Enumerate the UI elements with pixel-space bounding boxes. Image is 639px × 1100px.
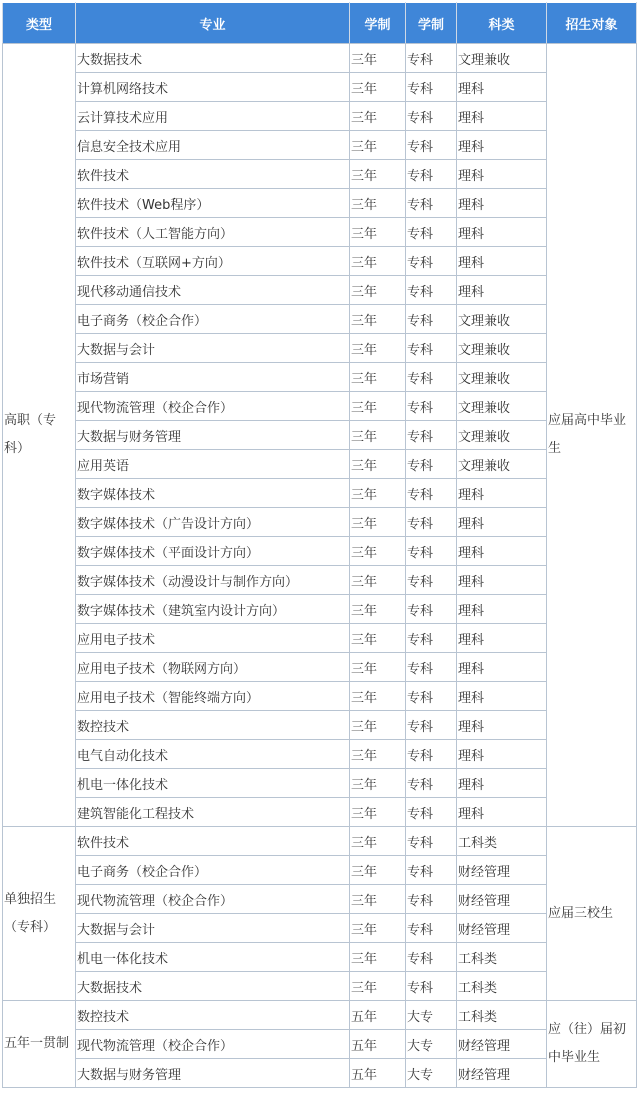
duration-cell: 三年: [350, 943, 406, 972]
major-cell: 软件技术: [76, 827, 350, 856]
header-type: 类型: [3, 3, 76, 44]
table-row: [3, 131, 637, 160]
duration-cell: 五年: [350, 1001, 406, 1030]
level-cell: 专科: [406, 914, 457, 943]
table-row: [3, 595, 637, 624]
major-cell: 现代移动通信技术: [76, 276, 350, 305]
duration-cell: 三年: [350, 334, 406, 363]
level-cell: 专科: [406, 450, 457, 479]
table-row: [3, 160, 637, 189]
major-cell: 大数据与会计: [76, 914, 350, 943]
category-cell: 理科: [457, 276, 547, 305]
category-cell: 文理兼收: [457, 305, 547, 334]
duration-cell: 三年: [350, 305, 406, 334]
major-cell: 应用电子技术（智能终端方向）: [76, 682, 350, 711]
category-cell: 理科: [457, 798, 547, 827]
major-cell: 大数据与会计: [76, 334, 350, 363]
duration-cell: 三年: [350, 479, 406, 508]
major-cell: 大数据与财务管理: [76, 421, 350, 450]
major-cell: 软件技术（人工智能方向）: [76, 218, 350, 247]
category-cell: 理科: [457, 740, 547, 769]
category-cell: 工科类: [457, 827, 547, 856]
major-cell: 建筑智能化工程技术: [76, 798, 350, 827]
category-cell: 理科: [457, 769, 547, 798]
category-cell: 财经管理: [457, 914, 547, 943]
category-cell: 理科: [457, 73, 547, 102]
duration-cell: 三年: [350, 44, 406, 73]
table-row: [3, 885, 637, 914]
major-cell: 云计算技术应用: [76, 102, 350, 131]
duration-cell: 三年: [350, 421, 406, 450]
group-target-cell: 应届高中毕业生: [547, 44, 637, 827]
duration-cell: 三年: [350, 102, 406, 131]
level-cell: 专科: [406, 276, 457, 305]
category-cell: 理科: [457, 247, 547, 276]
level-cell: 专科: [406, 595, 457, 624]
category-cell: 理科: [457, 508, 547, 537]
table-row: [3, 972, 637, 1001]
major-cell: 应用电子技术（物联网方向）: [76, 653, 350, 682]
level-cell: 专科: [406, 682, 457, 711]
header-row: [3, 3, 637, 44]
header-major: 专业: [76, 3, 350, 44]
major-cell: 应用英语: [76, 450, 350, 479]
level-cell: 专科: [406, 102, 457, 131]
table-row: [3, 624, 637, 653]
level-cell: 专科: [406, 131, 457, 160]
duration-cell: 三年: [350, 653, 406, 682]
category-cell: 工科类: [457, 943, 547, 972]
major-cell: 软件技术: [76, 160, 350, 189]
category-cell: 文理兼收: [457, 450, 547, 479]
category-cell: 财经管理: [457, 885, 547, 914]
level-cell: 专科: [406, 566, 457, 595]
admissions-table: [2, 2, 637, 1088]
level-cell: 专科: [406, 856, 457, 885]
major-cell: 计算机网络技术: [76, 73, 350, 102]
table-row: [3, 682, 637, 711]
table-row: [3, 653, 637, 682]
table-row: [3, 73, 637, 102]
table-row: [3, 711, 637, 740]
table-row: [3, 537, 637, 566]
major-cell: 市场营销: [76, 363, 350, 392]
major-cell: 软件技术（Web程序）: [76, 189, 350, 218]
category-cell: 理科: [457, 537, 547, 566]
category-cell: 文理兼收: [457, 363, 547, 392]
duration-cell: 五年: [350, 1059, 406, 1088]
level-cell: 专科: [406, 44, 457, 73]
duration-cell: 三年: [350, 566, 406, 595]
duration-cell: 三年: [350, 856, 406, 885]
category-cell: 文理兼收: [457, 334, 547, 363]
level-cell: 专科: [406, 653, 457, 682]
level-cell: 专科: [406, 624, 457, 653]
level-cell: 专科: [406, 508, 457, 537]
table-row: [3, 1001, 637, 1030]
major-cell: 信息安全技术应用: [76, 131, 350, 160]
duration-cell: 三年: [350, 363, 406, 392]
category-cell: 理科: [457, 711, 547, 740]
major-cell: 现代物流管理（校企合作）: [76, 1030, 350, 1059]
major-cell: 数字媒体技术（广告设计方向）: [76, 508, 350, 537]
category-cell: 财经管理: [457, 856, 547, 885]
level-cell: 专科: [406, 479, 457, 508]
category-cell: 理科: [457, 682, 547, 711]
table-row: [3, 856, 637, 885]
level-cell: 专科: [406, 334, 457, 363]
major-cell: 机电一体化技术: [76, 769, 350, 798]
duration-cell: 三年: [350, 711, 406, 740]
duration-cell: 三年: [350, 769, 406, 798]
table-row: [3, 740, 637, 769]
group-target-cell: 应届三校生: [547, 827, 637, 1001]
level-cell: 大专: [406, 1059, 457, 1088]
duration-cell: 三年: [350, 885, 406, 914]
category-cell: 文理兼收: [457, 44, 547, 73]
major-cell: 应用电子技术: [76, 624, 350, 653]
level-cell: 专科: [406, 189, 457, 218]
table-row: [3, 943, 637, 972]
table-row: [3, 392, 637, 421]
header-target: 招生对象: [547, 3, 637, 44]
category-cell: 财经管理: [457, 1030, 547, 1059]
duration-cell: 三年: [350, 73, 406, 102]
duration-cell: 三年: [350, 827, 406, 856]
table-row: [3, 247, 637, 276]
level-cell: 专科: [406, 537, 457, 566]
duration-cell: 三年: [350, 450, 406, 479]
table-row: [3, 479, 637, 508]
major-cell: 数字媒体技术（动漫设计与制作方向）: [76, 566, 350, 595]
table-row: [3, 305, 637, 334]
category-cell: 理科: [457, 160, 547, 189]
duration-cell: 三年: [350, 914, 406, 943]
major-cell: 现代物流管理（校企合作）: [76, 885, 350, 914]
duration-cell: 三年: [350, 189, 406, 218]
level-cell: 专科: [406, 421, 457, 450]
table-row: [3, 276, 637, 305]
level-cell: 大专: [406, 1001, 457, 1030]
level-cell: 大专: [406, 1030, 457, 1059]
table-row: [3, 363, 637, 392]
level-cell: 专科: [406, 392, 457, 421]
duration-cell: 三年: [350, 595, 406, 624]
table-row: [3, 827, 637, 856]
table-row: [3, 334, 637, 363]
category-cell: 理科: [457, 595, 547, 624]
category-cell: 理科: [457, 653, 547, 682]
level-cell: 专科: [406, 160, 457, 189]
level-cell: 专科: [406, 711, 457, 740]
table-row: [3, 218, 637, 247]
level-cell: 专科: [406, 740, 457, 769]
major-cell: 数控技术: [76, 711, 350, 740]
major-cell: 电气自动化技术: [76, 740, 350, 769]
duration-cell: 三年: [350, 247, 406, 276]
level-cell: 专科: [406, 972, 457, 1001]
level-cell: 专科: [406, 218, 457, 247]
level-cell: 专科: [406, 363, 457, 392]
major-cell: 机电一体化技术: [76, 943, 350, 972]
level-cell: 专科: [406, 305, 457, 334]
major-cell: 电子商务（校企合作）: [76, 305, 350, 334]
level-cell: 专科: [406, 827, 457, 856]
duration-cell: 三年: [350, 972, 406, 1001]
group-type-cell: 单独招生（专科）: [3, 827, 76, 1001]
category-cell: 文理兼收: [457, 421, 547, 450]
table-row: [3, 769, 637, 798]
duration-cell: 三年: [350, 682, 406, 711]
level-cell: 专科: [406, 943, 457, 972]
duration-cell: 三年: [350, 276, 406, 305]
category-cell: 理科: [457, 131, 547, 160]
major-cell: 大数据技术: [76, 44, 350, 73]
major-cell: 数字媒体技术（平面设计方向）: [76, 537, 350, 566]
duration-cell: 五年: [350, 1030, 406, 1059]
table-row: [3, 508, 637, 537]
duration-cell: 三年: [350, 624, 406, 653]
major-cell: 电子商务（校企合作）: [76, 856, 350, 885]
duration-cell: 三年: [350, 131, 406, 160]
major-cell: 现代物流管理（校企合作）: [76, 392, 350, 421]
header-category: 科类: [457, 3, 547, 44]
category-cell: 工科类: [457, 972, 547, 1001]
table-row: [3, 450, 637, 479]
table-row: [3, 421, 637, 450]
table-row: [3, 1030, 637, 1059]
table-row: [3, 1059, 637, 1088]
table-row: [3, 189, 637, 218]
major-cell: 数字媒体技术（建筑室内设计方向）: [76, 595, 350, 624]
category-cell: 文理兼收: [457, 392, 547, 421]
category-cell: 理科: [457, 624, 547, 653]
duration-cell: 三年: [350, 392, 406, 421]
duration-cell: 三年: [350, 798, 406, 827]
duration-cell: 三年: [350, 740, 406, 769]
duration-cell: 三年: [350, 508, 406, 537]
level-cell: 专科: [406, 247, 457, 276]
table-row: [3, 566, 637, 595]
header-level: 学制: [406, 3, 457, 44]
group-type-cell: 高职（专科）: [3, 44, 76, 827]
level-cell: 专科: [406, 769, 457, 798]
major-cell: 大数据技术: [76, 972, 350, 1001]
major-cell: 数字媒体技术: [76, 479, 350, 508]
major-cell: 大数据与财务管理: [76, 1059, 350, 1088]
group-target-cell: 应（往）届初中毕业生: [547, 1001, 637, 1088]
group-type-cell: 五年一贯制: [3, 1001, 76, 1088]
table-row: [3, 798, 637, 827]
category-cell: 财经管理: [457, 1059, 547, 1088]
category-cell: 理科: [457, 479, 547, 508]
major-cell: 数控技术: [76, 1001, 350, 1030]
duration-cell: 三年: [350, 160, 406, 189]
category-cell: 理科: [457, 102, 547, 131]
header-duration: 学制: [350, 3, 406, 44]
duration-cell: 三年: [350, 218, 406, 247]
level-cell: 专科: [406, 798, 457, 827]
duration-cell: 三年: [350, 537, 406, 566]
category-cell: 理科: [457, 218, 547, 247]
table-row: [3, 44, 637, 73]
table-row: [3, 914, 637, 943]
table-row: [3, 102, 637, 131]
level-cell: 专科: [406, 73, 457, 102]
level-cell: 专科: [406, 885, 457, 914]
category-cell: 理科: [457, 189, 547, 218]
category-cell: 工科类: [457, 1001, 547, 1030]
category-cell: 理科: [457, 566, 547, 595]
major-cell: 软件技术（互联网+方向）: [76, 247, 350, 276]
